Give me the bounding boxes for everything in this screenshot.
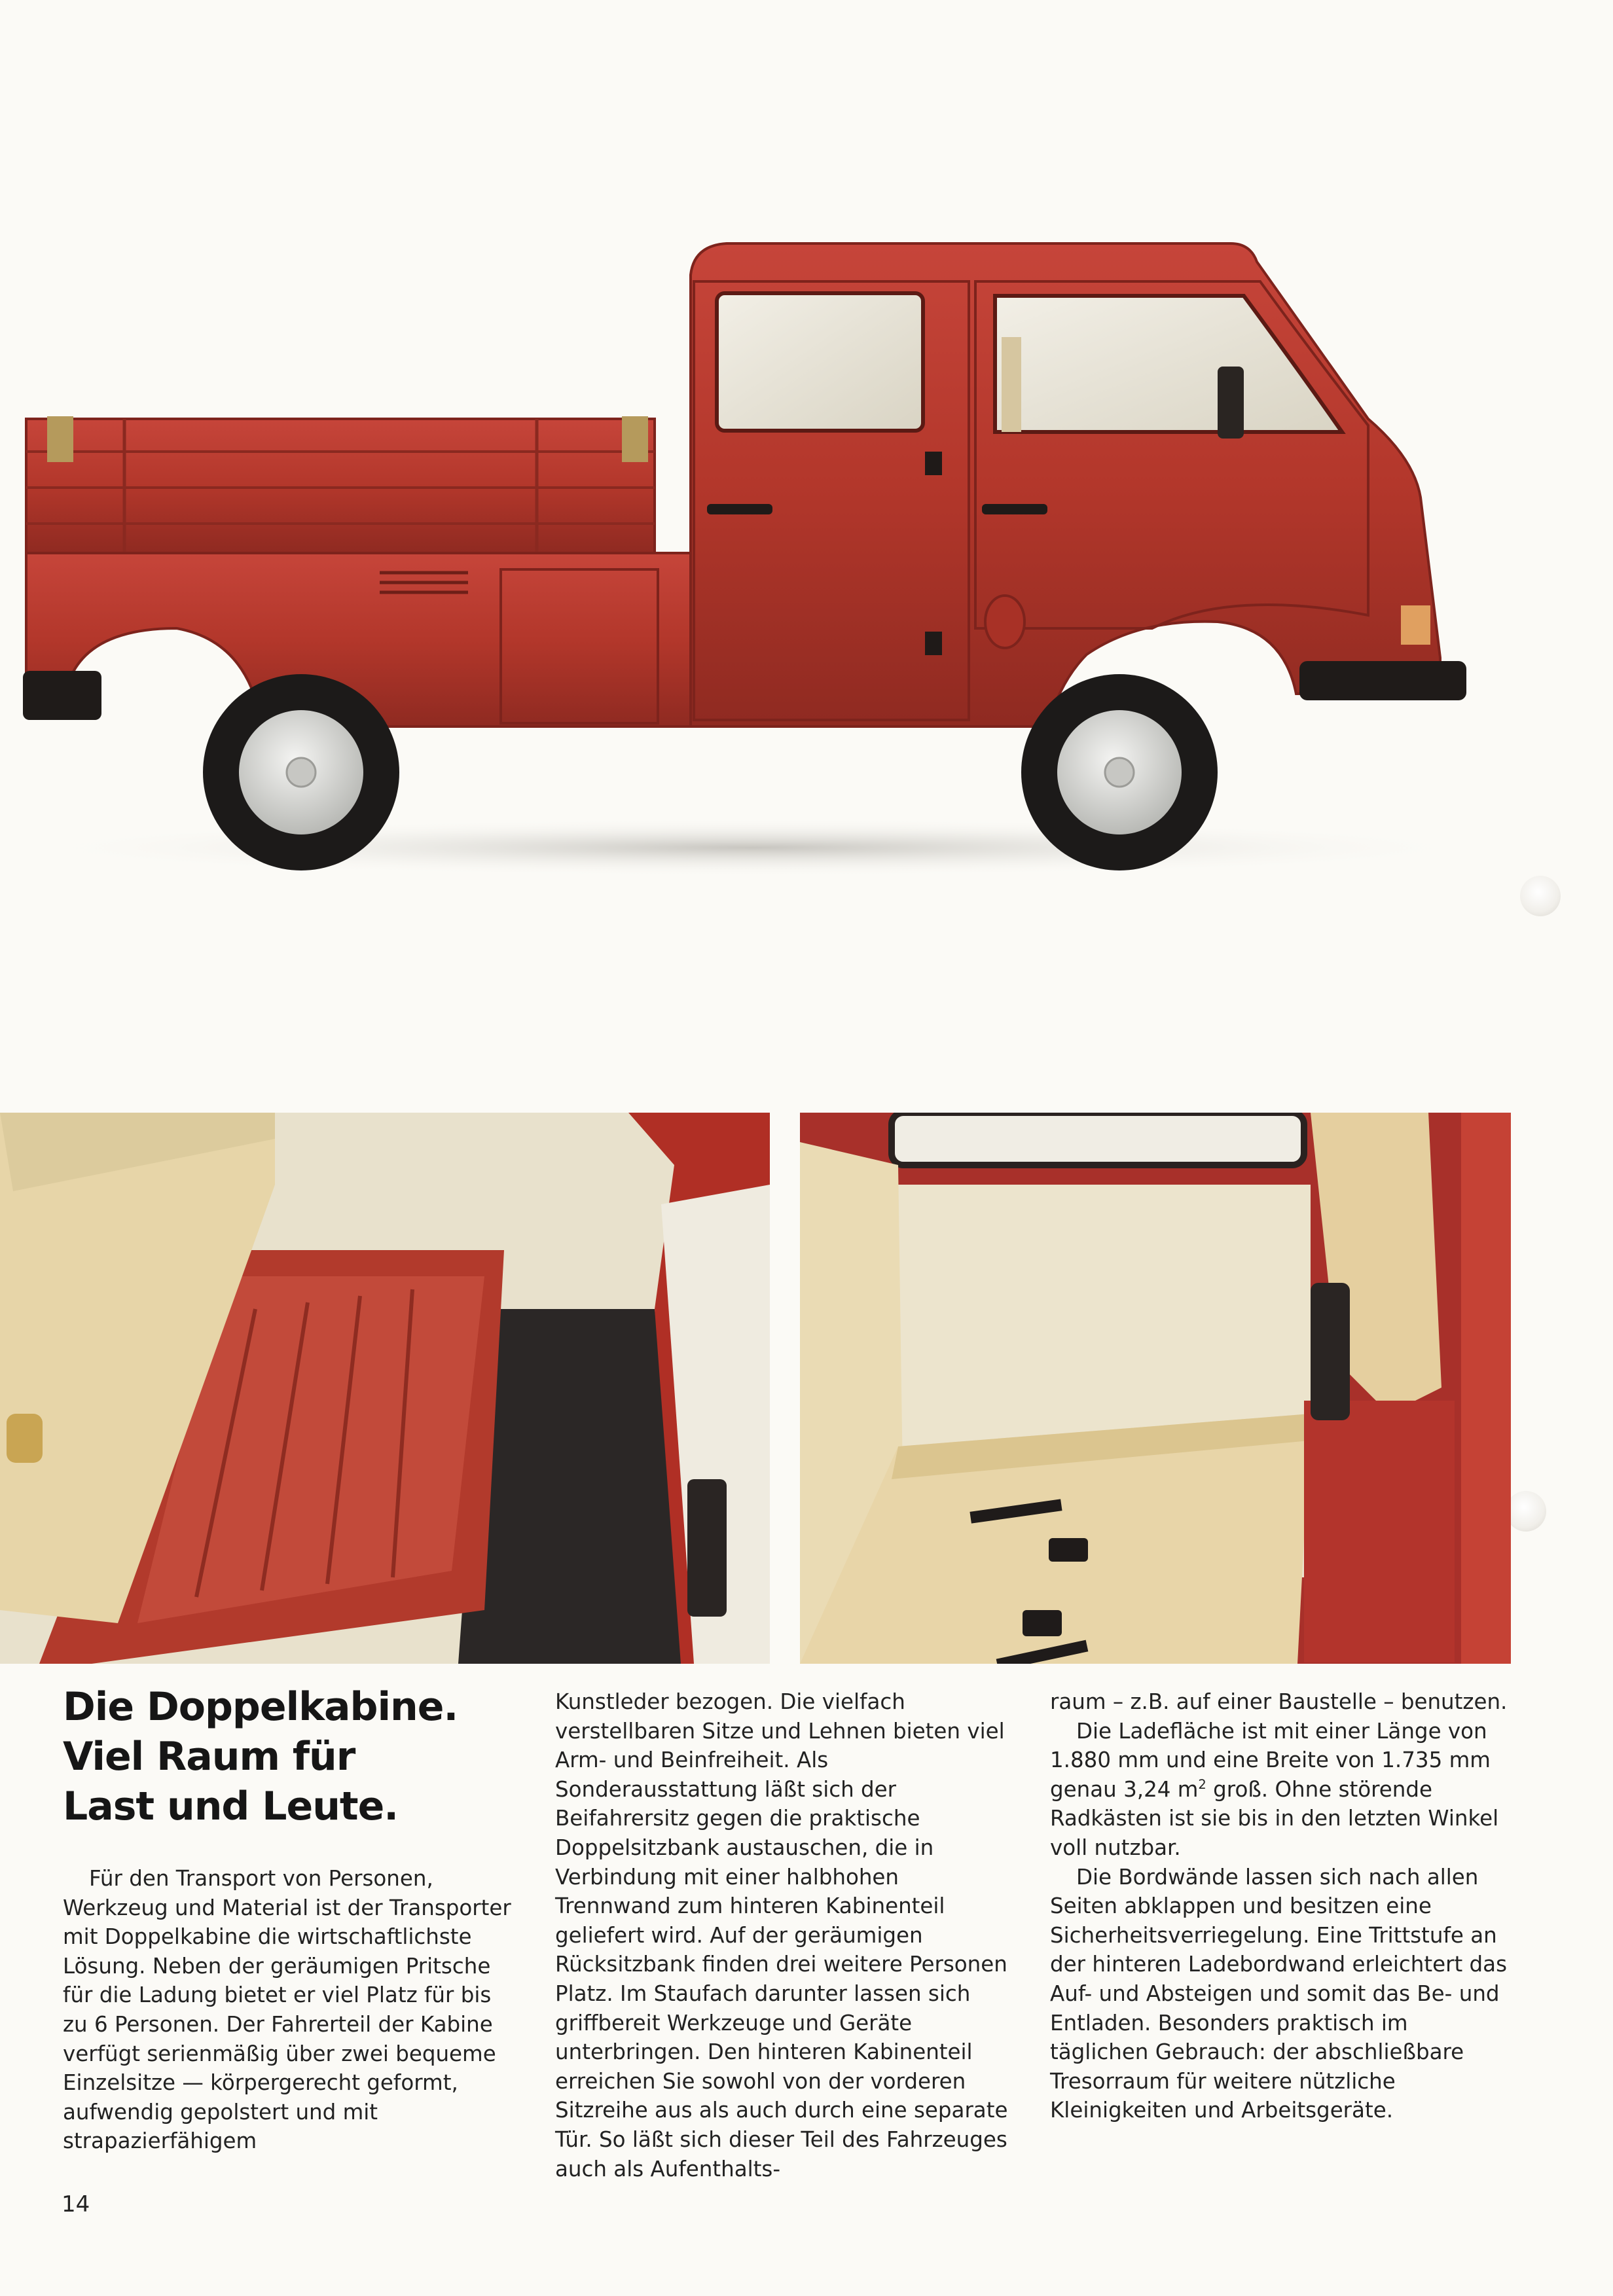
- punch-hole-upper: [1520, 876, 1561, 916]
- body-paragraph-3: Die Bordwände lassen sich nach allen Seiten abklappen und besitzen eine Sicherheitsverriegelung. Eine Trittstufe an der hinteren Ladebordwand erleichtert das Auf- und Absteigen und somit das Be- und Entladen. Besonders praktisch im täglichen Gebrauch: der abschließbare Tresorraum für weitere nützliche Kleinigkeiten und Arbeitsgeräte.: [1050, 1864, 1508, 2123]
- dimension-text: Die Ladefläche ist mit einer Länge von 1.880 mm und eine Breite von 1.735 mm genau 3,24 m: [1050, 1718, 1491, 1802]
- dimension-text-end: groß. Ohne störende Radkästen ist sie bis in den letzten Winkel voll nutzbar.: [1050, 1776, 1499, 1860]
- headline-line-1: Die Doppelkabine.: [63, 1684, 458, 1730]
- page-number: 14: [62, 2191, 90, 2217]
- rear-wheel: [203, 674, 399, 870]
- body-paragraph: Für den Transport von Personen, Werkzeug und Material ist der Transporter mit Doppelkabine die wirtschaftlichste Lösung. Neben der geräumigen Pritsche für die Ladung bietet er viel Platz für bis zu 6 Personen. Der Fahrerteil der Kabine verfügt serienmäßig über zwei bequeme Einzelsitze — körpergerecht geformt, aufwendig gepolstert und mit strapazierfähigem: [63, 1866, 511, 2154]
- body-paragraph-2: [1050, 1717, 1508, 1863]
- photo-storage-compartment: [0, 1113, 770, 1664]
- headline: [63, 1682, 508, 1831]
- photo-rear-bench: [800, 1113, 1511, 1664]
- front-wheel: [1021, 674, 1218, 870]
- punch-hole-lower: [1506, 1491, 1546, 1532]
- hero-vehicle-image: [0, 0, 1613, 1113]
- headline-line-3: Last und Leute.: [63, 1784, 399, 1829]
- headline-line-2: Viel Raum für: [63, 1734, 355, 1780]
- body-column-1: [63, 1864, 521, 2156]
- square-superscript: 2: [1198, 1776, 1206, 1792]
- body-column-2: [555, 1687, 1013, 2183]
- vehicle-illustration: [0, 0, 1613, 1113]
- body-column-3: [1050, 1687, 1508, 2125]
- body-paragraph-1: raum – z.B. auf einer Baustelle – benutzen.: [1050, 1689, 1508, 1714]
- body-paragraph: Kunstleder bezogen. Die vielfach verstellbaren Sitze und Lehnen bieten viel Arm- und Beinfreiheit. Als Sonderausstattung läßt sich der Beifahrersitz gegen die praktische Doppelsitzbank austauschen, die in Verbindung mit einer halbhohen Trennwand zum hinteren Kabinenteil geliefert wird. Auf der geräumigen Rücksitzbank finden drei weitere Personen Platz. Im Staufach darunter lassen sich griffbereit Werkzeuge und Geräte unterbringen. Den hinteren Kabinenteil erreichen Sie sowohl von der vorderen Sitzreihe aus als auch durch eine separate Tür. So läßt sich dieser Teil des Fahrzeuges auch als Aufenthalts-: [555, 1689, 1008, 2181]
